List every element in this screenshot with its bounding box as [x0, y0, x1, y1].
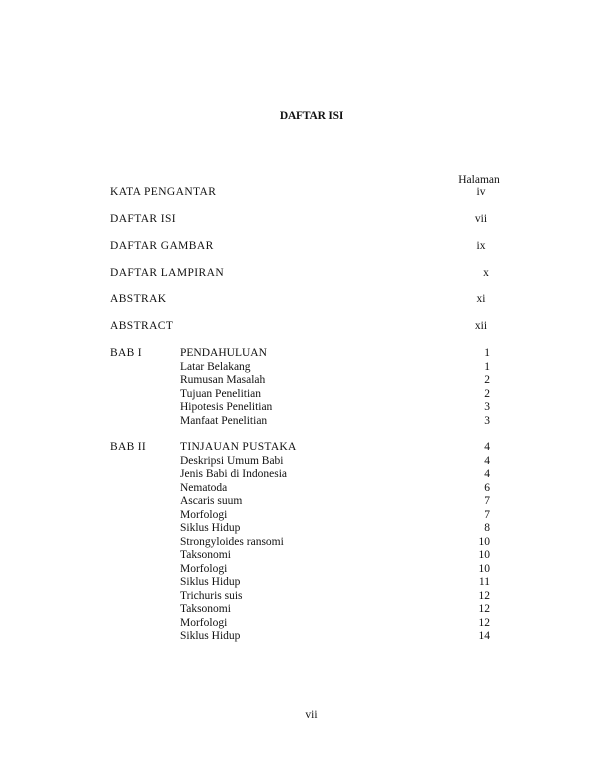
subsection-label: Tujuan Penelitian	[180, 387, 262, 400]
subsection-label: Siklus Hidup	[180, 630, 241, 642]
subsection-label: Nematoda	[180, 481, 228, 494]
subsection-label: Hipotesis Penelitian	[180, 401, 273, 413]
subsection-page: 7	[484, 495, 490, 507]
chapter-heading-page: 1	[484, 347, 490, 359]
subsection-page: 2	[484, 387, 490, 400]
toc-entry-page: x	[483, 267, 489, 279]
subsection-label: Morfologi	[180, 616, 228, 629]
toc-entry-label: ABSTRAK	[110, 293, 167, 305]
subsection-label: Jenis Babi di Indonesia	[180, 468, 287, 480]
subsection-page: 8	[484, 522, 490, 534]
subsection-page: 4	[484, 454, 490, 467]
toc-entry-page: xi	[476, 293, 486, 305]
subsection-page: 10	[478, 562, 490, 575]
subsection-page: 3	[484, 414, 490, 427]
halaman-header: Halaman	[458, 174, 500, 186]
subsection-page: 10	[478, 535, 490, 548]
chapter-label: BAB II	[110, 441, 146, 453]
subsection-label: Deskripsi Umum Babi	[180, 454, 284, 467]
subsection-page: 2	[484, 374, 490, 386]
subsection-label: Siklus Hidup	[180, 522, 241, 534]
chapter-heading: PENDAHULUAN	[180, 347, 267, 359]
chapter-heading-page: 4	[484, 441, 490, 453]
subsection-page: 14	[478, 630, 490, 642]
subsection-label: Morfologi	[180, 508, 228, 521]
toc-entry-page: vii	[474, 213, 488, 225]
subsection-page: 4	[484, 468, 490, 480]
subsection-label: Ascaris suum	[180, 495, 243, 507]
page-title: DAFTAR ISI	[279, 110, 344, 122]
toc-entry-label: KATA PENGANTAR	[110, 186, 217, 198]
subsection-label: Latar Belakang	[180, 360, 251, 373]
chapter-label: BAB I	[110, 347, 142, 359]
toc-entry-label: ABSTRACT	[110, 320, 174, 332]
toc-entry-page: ix	[476, 240, 486, 252]
subsection-label: Siklus Hidup	[180, 576, 241, 588]
subsection-label: Rumusan Masalah	[180, 374, 266, 386]
subsection-label: Taksonomi	[180, 549, 231, 561]
subsection-page: 12	[478, 603, 490, 615]
subsection-label: Strongyloides ransomi	[180, 535, 284, 548]
toc-entry-label: DAFTAR LAMPIRAN	[110, 267, 225, 279]
subsection-label: Manfaat Penelitian	[180, 414, 268, 427]
subsection-page: 12	[478, 589, 490, 602]
subsection-label: Trichuris suis	[180, 589, 243, 602]
page-number-footer: vii	[305, 709, 318, 721]
subsection-page: 10	[478, 549, 490, 561]
subsection-page: 1	[484, 360, 490, 373]
subsection-page: 12	[478, 616, 490, 629]
chapter-heading: TINJAUAN PUSTAKA	[180, 441, 297, 453]
toc-entry-page: iv	[476, 186, 486, 198]
subsection-page: 11	[478, 576, 490, 588]
toc-entry-label: DAFTAR GAMBAR	[110, 240, 214, 252]
subsection-label: Morfologi	[180, 562, 228, 575]
subsection-page: 3	[484, 401, 490, 413]
subsection-label: Taksonomi	[180, 603, 231, 615]
subsection-page: 7	[484, 508, 490, 521]
subsection-page: 6	[484, 481, 490, 494]
toc-entry-page: xii	[474, 320, 488, 332]
toc-entry-label: DAFTAR ISI	[110, 213, 177, 225]
